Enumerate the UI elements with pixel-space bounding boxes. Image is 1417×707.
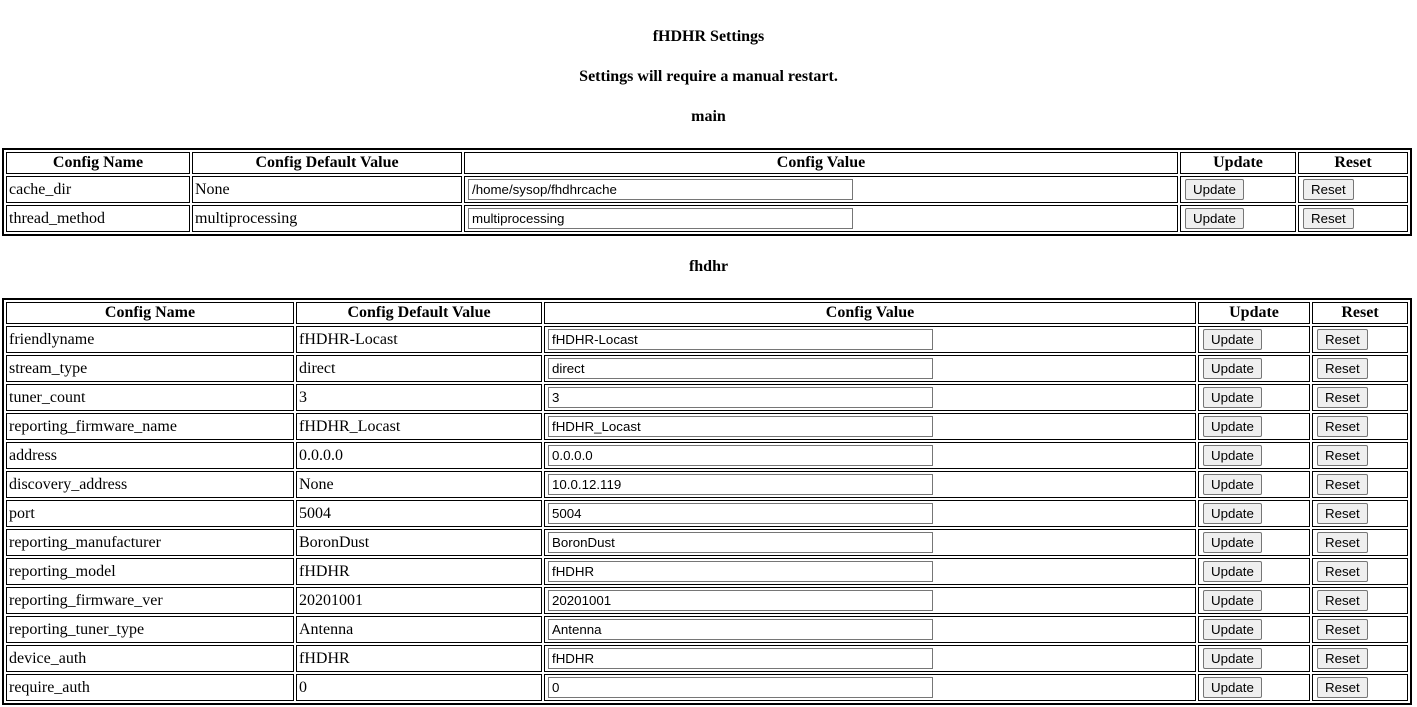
config-value-input[interactable] bbox=[548, 503, 933, 524]
update-cell bbox=[1198, 326, 1310, 353]
table-row bbox=[6, 176, 1408, 203]
config-value-input[interactable] bbox=[548, 445, 933, 466]
table-row bbox=[6, 587, 1408, 614]
config-default-cell: 3 bbox=[296, 384, 542, 411]
restart-warning: Settings will require a manual restart. bbox=[579, 68, 838, 85]
update-button[interactable]: Update bbox=[1203, 619, 1262, 640]
config-value-cell bbox=[544, 645, 1196, 672]
reset-cell bbox=[1312, 442, 1408, 469]
update-button[interactable]: Update bbox=[1203, 561, 1262, 582]
config-default-cell: fHDHR bbox=[296, 645, 542, 672]
section-heading-main: main bbox=[691, 108, 726, 125]
config-value-cell bbox=[544, 529, 1196, 556]
config-value-input[interactable] bbox=[548, 561, 933, 582]
reset-cell bbox=[1312, 355, 1408, 382]
reset-cell bbox=[1312, 384, 1408, 411]
section-heading-fhdhr: fhdhr bbox=[688, 258, 729, 275]
column-header-config-name: Config Name bbox=[6, 302, 294, 324]
update-cell bbox=[1198, 616, 1310, 643]
header-row bbox=[6, 152, 1408, 174]
column-header-reset: Reset bbox=[1312, 302, 1408, 324]
config-default-cell: None bbox=[192, 176, 462, 203]
table-row bbox=[6, 558, 1408, 585]
header-row bbox=[6, 302, 1408, 324]
reset-cell bbox=[1312, 471, 1408, 498]
update-button[interactable]: Update bbox=[1203, 387, 1262, 408]
config-value-input[interactable] bbox=[548, 677, 933, 698]
config-value-cell bbox=[544, 384, 1196, 411]
config-name-cell: friendlyname bbox=[6, 326, 294, 353]
config-name-cell: discovery_address bbox=[6, 471, 294, 498]
update-cell bbox=[1180, 205, 1296, 232]
update-button[interactable]: Update bbox=[1203, 329, 1262, 350]
reset-cell bbox=[1312, 674, 1408, 701]
update-button[interactable]: Update bbox=[1203, 648, 1262, 669]
config-value-input[interactable] bbox=[548, 387, 933, 408]
config-name-cell: reporting_firmware_name bbox=[6, 413, 294, 440]
table-row bbox=[6, 529, 1408, 556]
update-cell bbox=[1198, 529, 1310, 556]
table-row bbox=[6, 471, 1408, 498]
reset-cell bbox=[1312, 529, 1408, 556]
config-value-cell bbox=[544, 558, 1196, 585]
update-cell bbox=[1198, 355, 1310, 382]
config-value-cell bbox=[544, 500, 1196, 527]
reset-cell bbox=[1312, 616, 1408, 643]
reset-cell bbox=[1312, 500, 1408, 527]
table-row bbox=[6, 616, 1408, 643]
config-value-input[interactable] bbox=[548, 329, 933, 350]
update-button[interactable]: Update bbox=[1203, 416, 1262, 437]
update-button[interactable]: Update bbox=[1203, 445, 1262, 466]
update-cell bbox=[1198, 384, 1310, 411]
config-value-input[interactable] bbox=[548, 648, 933, 669]
config-value-input[interactable] bbox=[468, 179, 853, 200]
update-cell bbox=[1198, 674, 1310, 701]
reset-button[interactable]: Reset bbox=[1317, 445, 1368, 466]
update-button[interactable]: Update bbox=[1185, 179, 1244, 200]
update-cell bbox=[1198, 471, 1310, 498]
reset-button[interactable]: Reset bbox=[1317, 329, 1368, 350]
config-name-cell: address bbox=[6, 442, 294, 469]
column-header-config-name: Config Name bbox=[6, 152, 190, 174]
reset-button[interactable]: Reset bbox=[1317, 619, 1368, 640]
update-cell bbox=[1198, 587, 1310, 614]
config-name-cell: device_auth bbox=[6, 645, 294, 672]
config-default-cell: Antenna bbox=[296, 616, 542, 643]
reset-button[interactable]: Reset bbox=[1317, 590, 1368, 611]
table-row bbox=[6, 413, 1408, 440]
reset-button[interactable]: Reset bbox=[1317, 416, 1368, 437]
column-header-config-value: Config Value bbox=[464, 152, 1178, 174]
config-default-cell: multiprocessing bbox=[192, 205, 462, 232]
config-default-cell: 0 bbox=[296, 674, 542, 701]
update-button[interactable]: Update bbox=[1203, 532, 1262, 553]
config-default-cell: 5004 bbox=[296, 500, 542, 527]
column-header-update: Update bbox=[1198, 302, 1310, 324]
reset-button[interactable]: Reset bbox=[1317, 532, 1368, 553]
config-value-cell bbox=[544, 413, 1196, 440]
config-value-input[interactable] bbox=[548, 474, 933, 495]
update-button[interactable]: Update bbox=[1203, 474, 1262, 495]
table-row bbox=[6, 674, 1408, 701]
config-default-cell: fHDHR bbox=[296, 558, 542, 585]
reset-button[interactable]: Reset bbox=[1317, 503, 1368, 524]
reset-cell bbox=[1312, 326, 1408, 353]
column-header-update: Update bbox=[1180, 152, 1296, 174]
table-row bbox=[6, 645, 1408, 672]
table-row bbox=[6, 205, 1408, 232]
config-default-cell: fHDHR_Locast bbox=[296, 413, 542, 440]
config-default-cell: None bbox=[296, 471, 542, 498]
config-value-cell bbox=[544, 355, 1196, 382]
reset-button[interactable]: Reset bbox=[1317, 358, 1368, 379]
table-row bbox=[6, 326, 1408, 353]
update-button[interactable]: Update bbox=[1203, 677, 1262, 698]
config-default-cell: 20201001 bbox=[296, 587, 542, 614]
table-row bbox=[6, 355, 1408, 382]
config-value-input[interactable] bbox=[548, 358, 933, 379]
column-header-reset: Reset bbox=[1298, 152, 1408, 174]
update-button[interactable]: Update bbox=[1203, 358, 1262, 379]
config-value-cell bbox=[544, 326, 1196, 353]
reset-button[interactable]: Reset bbox=[1317, 648, 1368, 669]
config-value-cell bbox=[544, 674, 1196, 701]
reset-button[interactable]: Reset bbox=[1303, 208, 1354, 229]
config-value-cell bbox=[544, 442, 1196, 469]
reset-button[interactable]: Reset bbox=[1317, 387, 1368, 408]
config-table-body bbox=[6, 176, 1408, 232]
settings-section-main bbox=[2, 108, 1415, 236]
table-row bbox=[6, 384, 1408, 411]
config-value-input[interactable] bbox=[468, 208, 853, 229]
config-name-cell: tuner_count bbox=[6, 384, 294, 411]
config-name-cell: port bbox=[6, 500, 294, 527]
config-name-cell: reporting_model bbox=[6, 558, 294, 585]
config-name-cell: reporting_manufacturer bbox=[6, 529, 294, 556]
reset-cell bbox=[1298, 205, 1408, 232]
config-value-input[interactable] bbox=[548, 532, 933, 553]
update-cell bbox=[1198, 645, 1310, 672]
table-row bbox=[6, 500, 1408, 527]
config-name-cell: reporting_firmware_ver bbox=[6, 587, 294, 614]
reset-cell bbox=[1312, 558, 1408, 585]
config-name-cell: cache_dir bbox=[6, 176, 190, 203]
config-value-cell bbox=[464, 176, 1178, 203]
settings-section-fhdhr bbox=[2, 258, 1415, 705]
config-table-body bbox=[6, 326, 1408, 701]
reset-button[interactable]: Reset bbox=[1317, 474, 1368, 495]
reset-cell bbox=[1298, 176, 1408, 203]
config-name-cell: reporting_tuner_type bbox=[6, 616, 294, 643]
config-default-cell: BoronDust bbox=[296, 529, 542, 556]
config-value-cell bbox=[544, 587, 1196, 614]
update-cell bbox=[1198, 500, 1310, 527]
update-cell bbox=[1198, 558, 1310, 585]
config-value-input[interactable] bbox=[548, 590, 933, 611]
config-name-cell: stream_type bbox=[6, 355, 294, 382]
config-value-input[interactable] bbox=[548, 416, 933, 437]
update-button[interactable]: Update bbox=[1203, 503, 1262, 524]
table-row bbox=[6, 442, 1408, 469]
update-cell bbox=[1198, 413, 1310, 440]
config-name-cell: thread_method bbox=[6, 205, 190, 232]
config-default-cell: fHDHR-Locast bbox=[296, 326, 542, 353]
config-default-cell: 0.0.0.0 bbox=[296, 442, 542, 469]
page-title: fHDHR Settings bbox=[652, 28, 765, 45]
config-table-main bbox=[2, 148, 1412, 236]
config-value-cell bbox=[464, 205, 1178, 232]
update-cell bbox=[1180, 176, 1296, 203]
config-table-fhdhr bbox=[2, 298, 1412, 705]
column-header-config-value: Config Value bbox=[544, 302, 1196, 324]
reset-cell bbox=[1312, 587, 1408, 614]
reset-cell bbox=[1312, 413, 1408, 440]
column-header-config-default: Config Default Value bbox=[192, 152, 462, 174]
config-name-cell: require_auth bbox=[6, 674, 294, 701]
update-button[interactable]: Update bbox=[1203, 590, 1262, 611]
config-value-input[interactable] bbox=[548, 619, 933, 640]
reset-button[interactable]: Reset bbox=[1317, 561, 1368, 582]
update-cell bbox=[1198, 442, 1310, 469]
config-default-cell: direct bbox=[296, 355, 542, 382]
update-button[interactable]: Update bbox=[1185, 208, 1244, 229]
reset-button[interactable]: Reset bbox=[1317, 677, 1368, 698]
reset-button[interactable]: Reset bbox=[1303, 179, 1354, 200]
config-value-cell bbox=[544, 471, 1196, 498]
config-value-cell bbox=[544, 616, 1196, 643]
reset-cell bbox=[1312, 645, 1408, 672]
column-header-config-default: Config Default Value bbox=[296, 302, 542, 324]
